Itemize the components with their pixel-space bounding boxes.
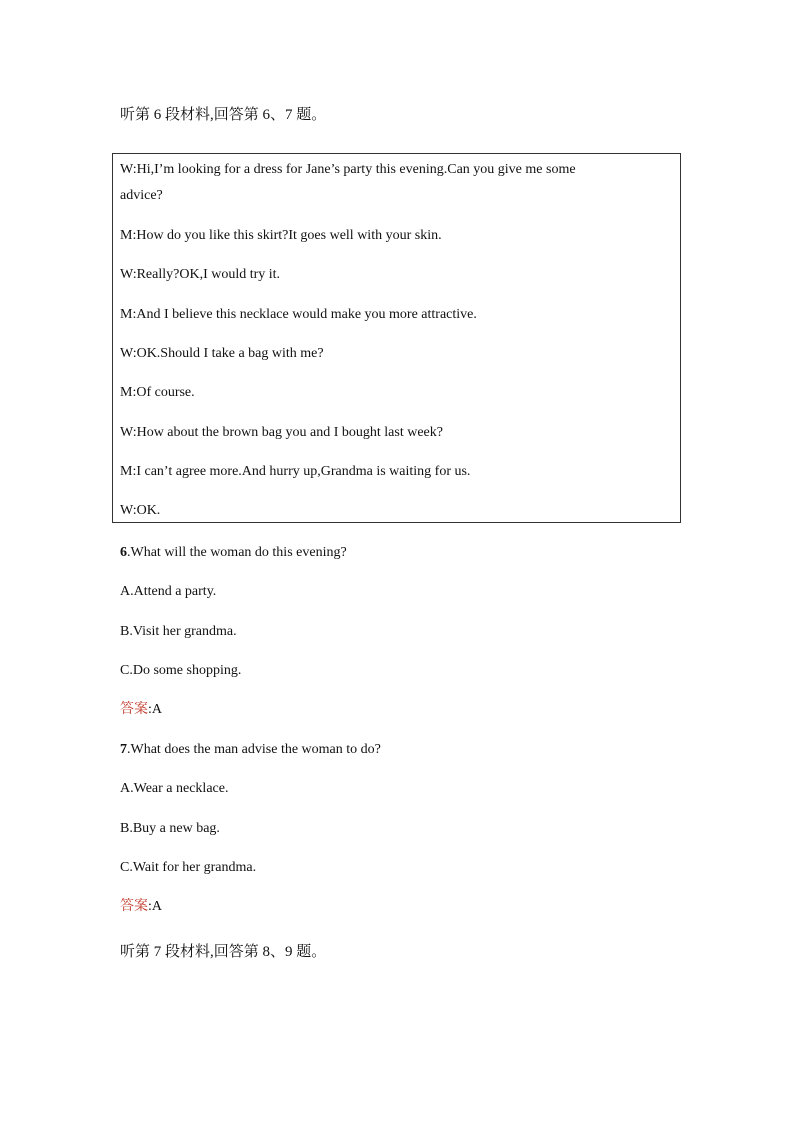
answer-6 bbox=[120, 701, 162, 719]
question-number: 7 bbox=[120, 742, 127, 757]
answer-label: 答案 bbox=[120, 899, 148, 914]
question-7 bbox=[120, 741, 381, 759]
dialogue-line: M:And I believe this necklace would make you more attractive. bbox=[120, 307, 477, 322]
answer-value: :A bbox=[148, 702, 162, 717]
dialogue-line: M:Of course. bbox=[120, 385, 195, 400]
section-heading-8-9: 听第 7 段材料,回答第 8、9 题。 bbox=[120, 944, 327, 960]
option-c: C.Do some shopping. bbox=[120, 663, 242, 678]
question-text: .What does the man advise the woman to do? bbox=[127, 742, 381, 757]
dialogue-line: W:OK. bbox=[120, 503, 161, 518]
question-6 bbox=[120, 544, 347, 562]
dialogue-line: W:Hi,I’m looking for a dress for Jane’s party this evening.Can you give me some bbox=[120, 162, 576, 177]
dialogue-line: M:How do you like this skirt?It goes well with your skin. bbox=[120, 228, 442, 243]
option-b: B.Buy a new bag. bbox=[120, 821, 220, 836]
dialogue-line: W:How about the brown bag you and I bought last week? bbox=[120, 425, 443, 440]
dialogue-line: M:I can’t agree more.And hurry up,Grandma is waiting for us. bbox=[120, 464, 471, 479]
answer-7 bbox=[120, 898, 162, 916]
section-heading-6-7: 听第 6 段材料,回答第 6、7 题。 bbox=[120, 107, 327, 123]
question-number: 6 bbox=[120, 545, 127, 560]
dialogue-line: W:Really?OK,I would try it. bbox=[120, 267, 281, 282]
answer-label: 答案 bbox=[120, 702, 148, 717]
option-b: B.Visit her grandma. bbox=[120, 624, 237, 639]
question-text: .What will the woman do this evening? bbox=[127, 545, 347, 560]
option-a: A.Wear a necklace. bbox=[120, 781, 229, 796]
option-a: A.Attend a party. bbox=[120, 584, 217, 599]
answer-value: :A bbox=[148, 899, 162, 914]
dialogue-line: W:OK.Should I take a bag with me? bbox=[120, 346, 324, 361]
option-c: C.Wait for her grandma. bbox=[120, 860, 257, 875]
dialogue-box bbox=[112, 153, 681, 523]
dialogue-line: advice? bbox=[120, 188, 163, 203]
